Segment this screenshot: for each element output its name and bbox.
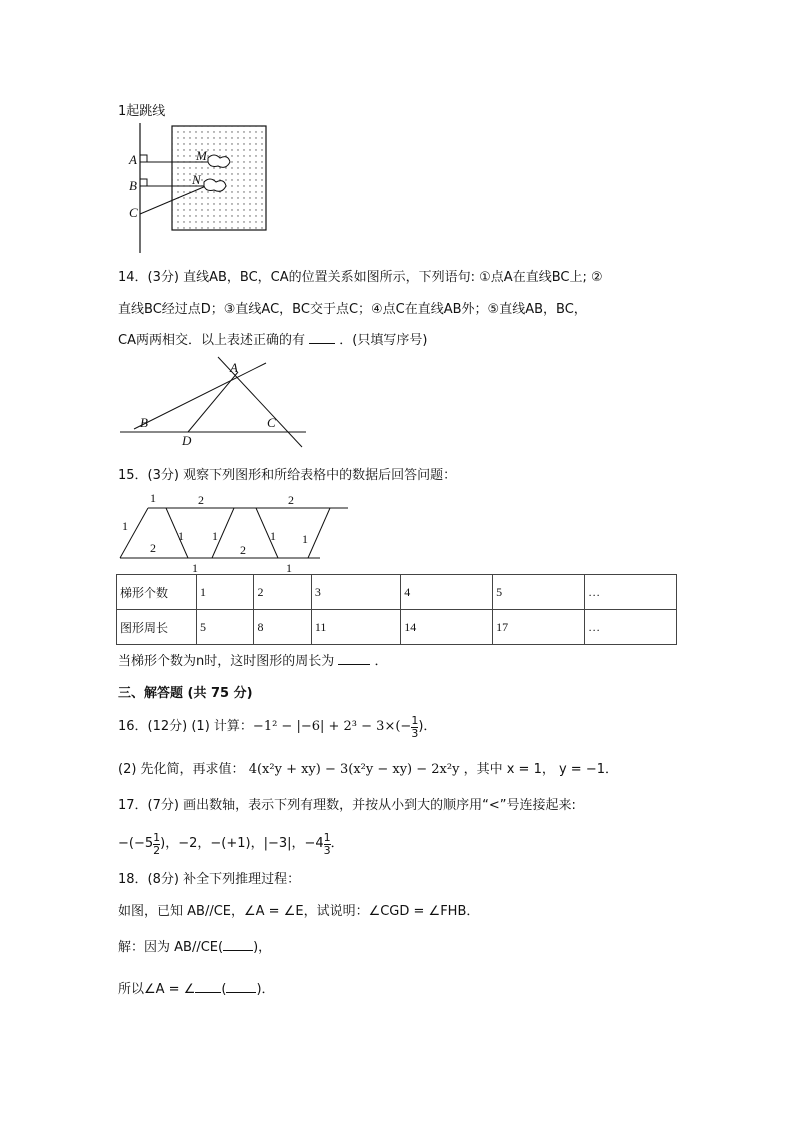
q18-line2-a: 解：因为 AB//CE( (118, 940, 224, 955)
fig15-num: 1 (178, 529, 184, 543)
fig13-caption: 1起跳线 (118, 104, 166, 119)
line-ab (134, 363, 266, 429)
q14-line3 (118, 333, 427, 349)
q14-line3-b: ．(只填写序号) (339, 333, 428, 348)
q14-line1: 14．(3分) 直线AB，BC，CA的位置关系如图所示，下列语句: ①点A在直线BC上; ② (118, 270, 603, 285)
q14-line2: 直线BC经过点D；③直线AC，BC交于点C；④点C在直线AB外；⑤直线AB，BC， (118, 302, 587, 317)
q17-n1a: −(−5 (118, 836, 154, 851)
q15-after-a: 当梯形个数为n时，这时图形的周长为 (118, 654, 335, 669)
q15-text: 15．(3分) 观察下列图形和所给表格中的数据后回答问题： (118, 468, 457, 483)
numerator: 1 (153, 830, 161, 844)
label-n: N (192, 172, 201, 187)
q18-line1: 如图，已知 AB//CE，∠A = ∠E，试说明：∠CGD = ∠FHB． (118, 904, 480, 919)
sand-pit (172, 126, 266, 230)
q17-end: ． (330, 836, 344, 851)
fraction (324, 832, 331, 857)
table-cell: 3 (311, 575, 400, 610)
q16-end: )． (418, 719, 437, 734)
fig15-num: 1 (270, 529, 276, 543)
q14-answer-blank (309, 343, 335, 344)
edge-2 (166, 508, 188, 558)
fig15-num: 1 (302, 532, 308, 546)
numerator: 1 (323, 830, 331, 844)
q17-text: 17．(7分) 画出数轴，表示下列有理数，并按从小到大的顺序用“<”号连接起来: (118, 798, 576, 813)
q18-line3 (118, 982, 275, 998)
q14-line3-a: CA两两相交．以上表述正确的有 (118, 333, 305, 348)
fig15-num: 1 (212, 529, 218, 543)
denominator: 2 (153, 843, 161, 857)
edge-1 (120, 508, 148, 558)
q18-blank-1 (223, 950, 253, 951)
fig13-long-jump-diagram (110, 118, 280, 258)
table-cell: 11 (311, 610, 400, 645)
table-cell: 2 (254, 575, 311, 610)
fig15-num: 2 (150, 541, 156, 555)
fig15-num: 1 (192, 561, 198, 574)
table-cell: 梯形个数 (117, 575, 197, 610)
label-b: B (129, 178, 137, 193)
fig14-label-b: B (140, 415, 148, 430)
fig14-label-a: A (230, 360, 238, 375)
table-row (117, 575, 677, 610)
q18-line3-c: )． (256, 982, 275, 997)
table-cell: 1 (197, 575, 254, 610)
q18-line3-a: 所以∠A = ∠ (118, 982, 196, 997)
q18-blank-2 (195, 992, 221, 993)
q15-after-b: ． (374, 654, 388, 669)
segment-ad (188, 372, 238, 432)
q18-line2-b: )， (253, 940, 272, 955)
table-cell: 5 (493, 575, 585, 610)
table-cell: 14 (401, 610, 493, 645)
fig15-num: 1 (150, 491, 156, 505)
fig15-num: 1 (286, 561, 292, 574)
table-row (117, 610, 677, 645)
q16-part2-prefix: (2) 先化简，再求值： (118, 762, 245, 777)
q17-numbers (118, 830, 344, 858)
fraction (153, 832, 160, 857)
section-heading: 三、解答题 (共 75 分) (118, 686, 253, 701)
q18-blank-3 (226, 992, 256, 993)
denominator: 3 (411, 726, 419, 740)
fig14-label-c: C (267, 415, 276, 430)
table-cell: 8 (254, 610, 311, 645)
q17-n1b: )，−2，−(+1)，|−3|，−4 (160, 836, 324, 851)
right-angle-a (140, 155, 147, 162)
numerator: 1 (411, 713, 419, 727)
q16-part2-expr: 4(x²y + xy) − 3(x²y − xy) − 2x²y (248, 762, 460, 777)
fig15-num: 2 (198, 493, 204, 507)
table-cell: … (585, 610, 677, 645)
fig14-label-d: D (182, 433, 192, 448)
edge-5 (308, 508, 330, 558)
q16-part1 (118, 714, 436, 740)
q15-answer-blank (338, 664, 370, 665)
q15-trapezoid-figure (116, 488, 356, 574)
q16-part2 (118, 762, 618, 778)
q18-line3-b: ( (221, 982, 227, 997)
label-m: M (196, 148, 207, 163)
footprint-m (208, 155, 230, 167)
q15-table (116, 574, 677, 645)
q16-expr: −1² − |−6| + 2³ − 3×(− (252, 719, 412, 734)
table-cell: 17 (493, 610, 585, 645)
label-c: C (129, 205, 138, 220)
table-cell: … (585, 575, 677, 610)
footprint-n (204, 179, 226, 191)
q14-figure (116, 355, 312, 451)
fraction (411, 715, 418, 740)
q15-question (118, 654, 388, 670)
fig15-num: 2 (288, 493, 294, 507)
q18-line2 (118, 940, 271, 956)
fig15-num: 2 (240, 543, 246, 557)
right-angle-b (140, 179, 147, 186)
q16-part2-cond: ，其中 x = 1， y = −1． (463, 762, 618, 777)
fig15-num: 1 (122, 519, 128, 533)
table-cell: 5 (197, 610, 254, 645)
label-a: A (129, 152, 137, 167)
table-cell: 图形周长 (117, 610, 197, 645)
q18-title: 18．(8分) 补全下列推理过程： (118, 872, 301, 887)
table-cell: 4 (401, 575, 493, 610)
denominator: 3 (323, 843, 331, 857)
q16-prefix: 16．(12分) (1) 计算： (118, 719, 253, 734)
